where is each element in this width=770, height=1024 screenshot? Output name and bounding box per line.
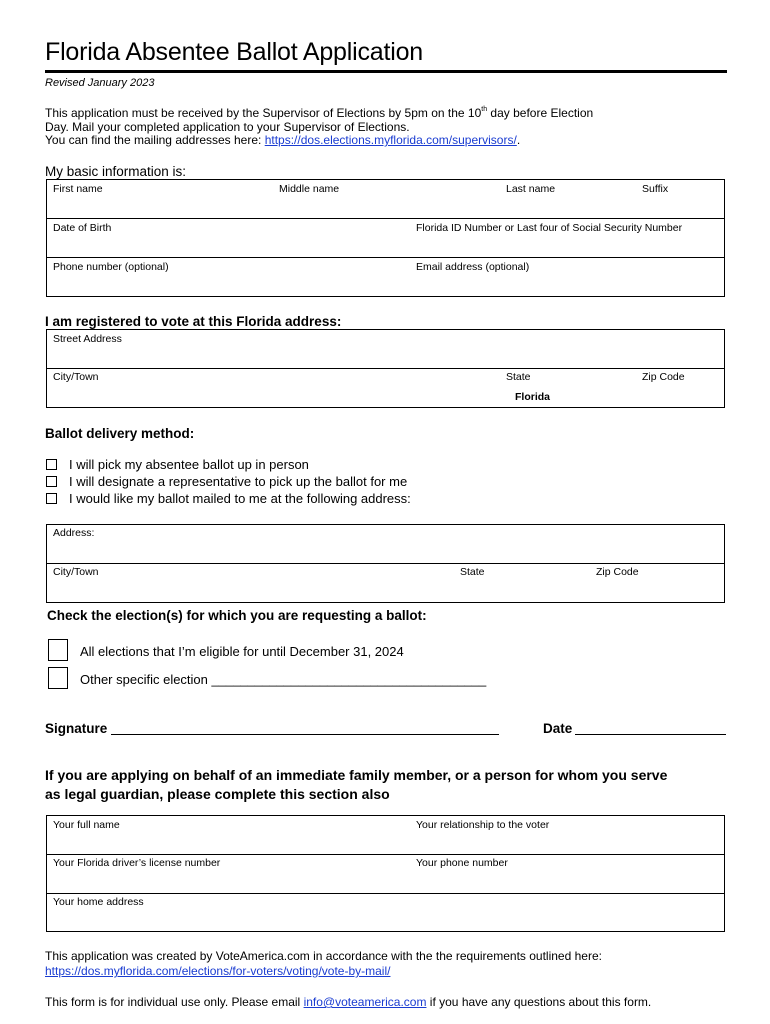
family-phone-label: Your phone number	[416, 857, 508, 869]
suffix-label: Suffix	[642, 183, 669, 195]
id-number-label: Florida ID Number or Last four of Social Security Number	[416, 222, 683, 234]
street-address-label: Street Address	[53, 333, 122, 345]
all-elections-checkbox[interactable]	[48, 639, 68, 661]
city-row[interactable]	[47, 369, 724, 408]
family-heading-line2: as legal guardian, please complete this section also	[45, 786, 390, 802]
last-name-label: Last name	[506, 183, 556, 195]
intro-line2: Day. Mail your completed application to your Supervisor of Elections.	[45, 119, 410, 134]
contact-row[interactable]	[47, 258, 724, 297]
signature-label: Signature	[45, 721, 108, 736]
dob-label: Date of Birth	[53, 222, 112, 234]
license-label: Your Florida driver’s license number	[53, 857, 221, 869]
signature-line[interactable]	[111, 720, 499, 735]
registered-address-heading: I am registered to vote at this Florida address:	[45, 314, 342, 329]
mail-address-label: Address:	[53, 527, 95, 539]
registered-address-box	[46, 329, 725, 408]
family-address-row[interactable]	[47, 894, 724, 932]
mail-state-label: State	[460, 566, 485, 578]
intro-line1-sup: th	[481, 106, 488, 113]
delivery-option-label: I would like my ballot mailed to me at the following address:	[69, 491, 411, 506]
intro-line3-b: .	[516, 133, 521, 147]
dob-row[interactable]	[47, 219, 724, 258]
basic-info-heading: My basic information is:	[45, 164, 187, 179]
city-label: City/Town	[53, 371, 99, 383]
supervisors-link[interactable]: https://dos.elections.myflorida.com/supervisors/	[264, 133, 517, 147]
delivery-option-mail[interactable]	[46, 491, 411, 506]
state-value: Florida	[515, 391, 551, 403]
street-row[interactable]	[47, 330, 724, 369]
contact-email-link[interactable]: info@voteamerica.com	[303, 995, 427, 1009]
family-name-row[interactable]	[47, 816, 724, 855]
checkbox-icon[interactable]	[46, 459, 57, 470]
other-election-checkbox[interactable]	[48, 667, 68, 689]
mail-city-row[interactable]	[47, 564, 724, 603]
delivery-option-in-person[interactable]	[46, 457, 309, 472]
footer-contact	[45, 995, 745, 1009]
delivery-option-representative[interactable]	[46, 474, 407, 489]
revision-date: Revised January 2023	[45, 77, 155, 89]
mail-address-row[interactable]	[47, 525, 724, 564]
page-title: Florida Absentee Ballot Application	[45, 38, 423, 66]
other-election-label: Other specific election ______________________________________	[80, 672, 487, 687]
footer-text	[45, 949, 745, 979]
relationship-label: Your relationship to the voter	[416, 819, 550, 831]
intro-line3-a: You can find the mailing addresses here:	[45, 133, 265, 147]
mail-zip-label: Zip Code	[596, 566, 639, 578]
home-address-label: Your home address	[53, 896, 144, 908]
date-label: Date	[543, 721, 573, 736]
basic-info-box	[46, 179, 725, 297]
footer-line2-a: This form is for individual use only. Please email	[45, 995, 304, 1009]
family-license-row[interactable]	[47, 855, 724, 894]
intro-line1-a: This application must be received by the Supervisor of Elections by 5pm on the 10	[45, 106, 482, 120]
delivery-option-label: I will designate a representative to pick up the ballot for me	[69, 474, 408, 489]
mail-address-box	[46, 524, 725, 603]
full-name-label: Your full name	[53, 819, 120, 831]
checkbox-icon[interactable]	[46, 476, 57, 487]
name-row[interactable]	[47, 180, 724, 219]
all-elections-label: All elections that I’m eligible for until December 31, 2024	[80, 644, 404, 659]
email-label: Email address (optional)	[416, 261, 530, 273]
delivery-option-label: I will pick my absentee ballot up in person	[69, 457, 309, 472]
middle-name-label: Middle name	[279, 183, 340, 195]
footer-line1: This application was created by VoteAmerica.com in accordance with the the requirements outlined here:	[45, 949, 602, 963]
vote-by-mail-link[interactable]: https://dos.myflorida.com/elections/for-voters/voting/vote-by-mail/	[45, 964, 391, 978]
state-label: State	[506, 371, 531, 383]
title-divider	[45, 70, 727, 73]
intro-text	[45, 107, 735, 148]
mail-city-label: City/Town	[53, 566, 99, 578]
footer-line2-b: if you have any questions about this form.	[426, 995, 652, 1009]
phone-label: Phone number (optional)	[53, 261, 169, 273]
date-line[interactable]	[575, 720, 726, 735]
family-box	[46, 815, 725, 932]
first-name-label: First name	[53, 183, 103, 195]
family-heading	[45, 766, 745, 804]
elections-heading: Check the election(s) for which you are requesting a ballot:	[47, 608, 427, 623]
zip-label: Zip Code	[642, 371, 685, 383]
checkbox-icon[interactable]	[46, 493, 57, 504]
delivery-heading: Ballot delivery method:	[45, 426, 195, 441]
family-heading-line1: If you are applying on behalf of an immediate family member, or a person for whom you serve	[45, 767, 668, 783]
intro-line1-b: day before Election	[487, 106, 594, 120]
